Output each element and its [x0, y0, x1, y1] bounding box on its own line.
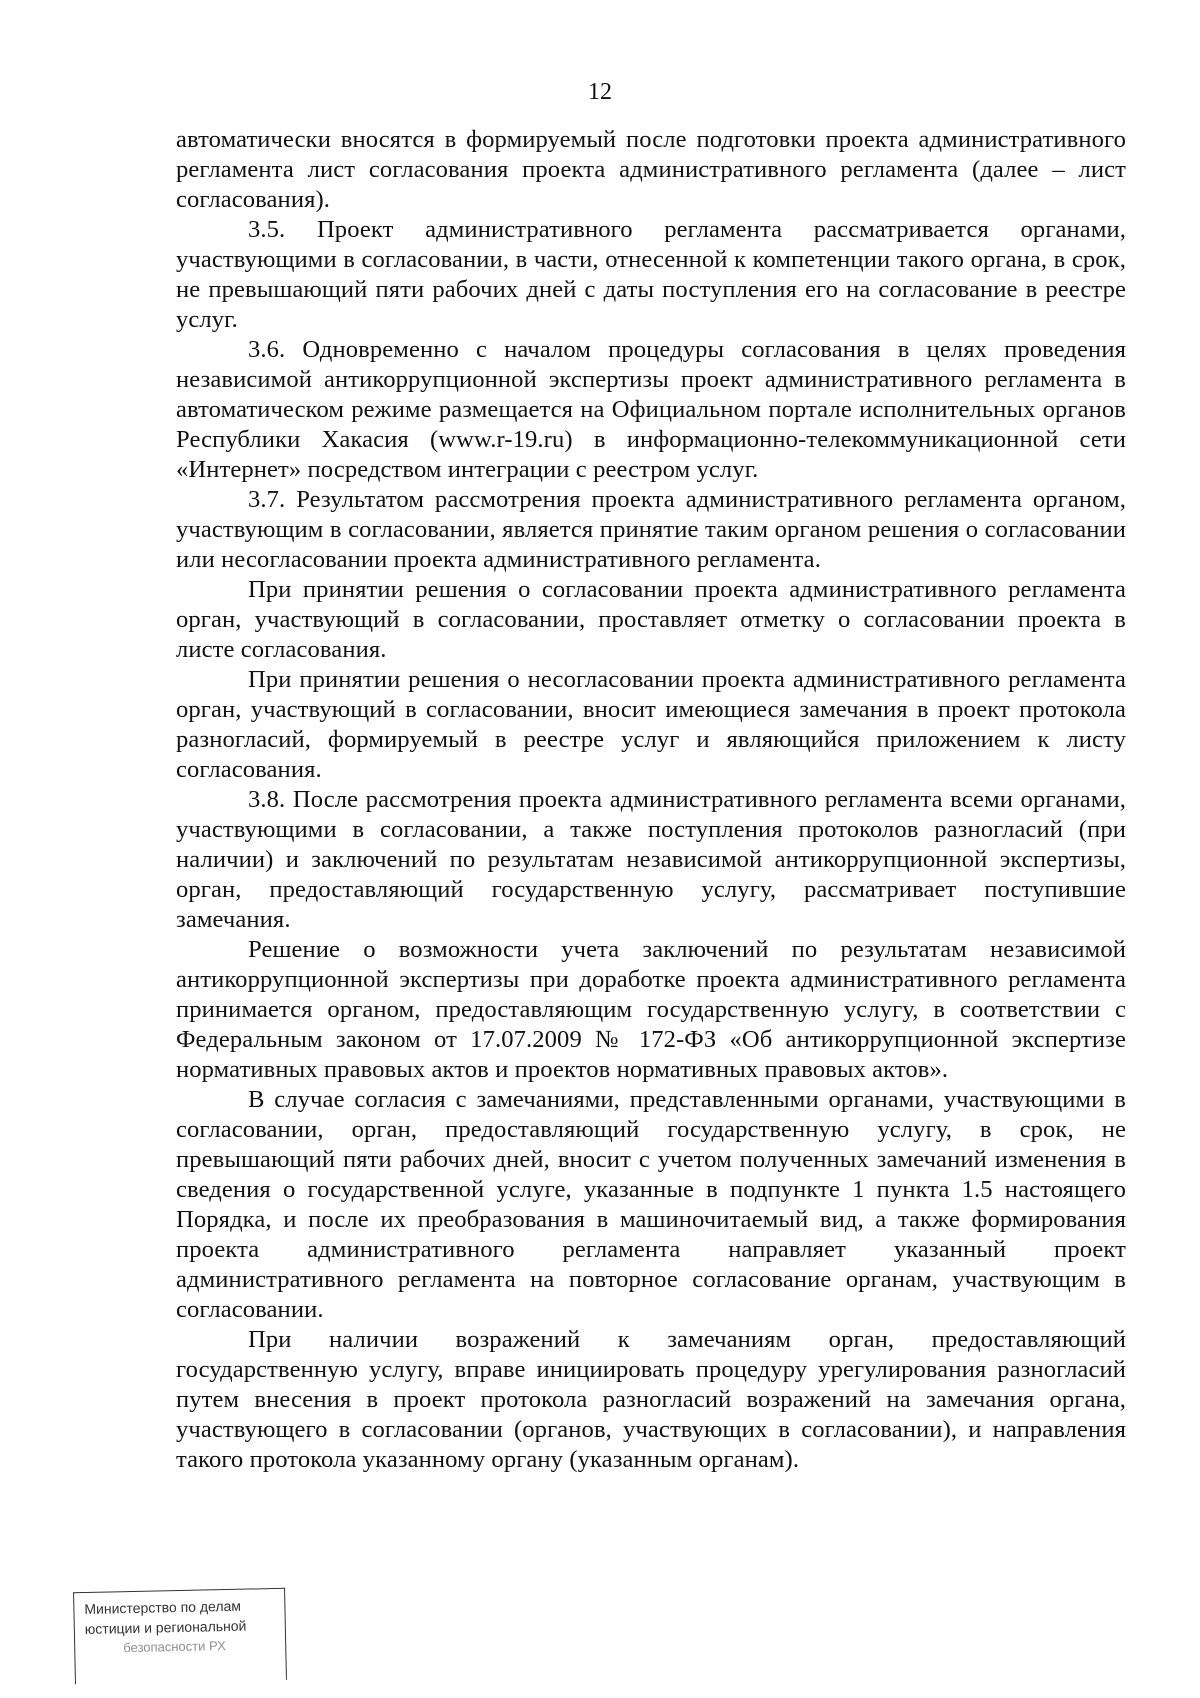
paragraph-objections: При наличии возражений к замечаниям орган, предоставляющий государственную услугу, вправе инициировать процедуру урегулирования разногласий путем внесения в проект протокола разногласий возражений на замечания органа, участвующего в согласовании (органов, участвующих в согласовании), и направления такого протокола указанному органу (указанным органам). — [176, 1326, 1126, 1473]
document-body — [176, 125, 1126, 1475]
paragraph-3-6: 3.6. Одновременно с началом процедуры согласования в целях проведения независимой антикоррупционной экспертизы проект административного регламента в автоматическом режиме размещается на Официальном портале исполнительных органов Республики Хакасия (www.r-19.ru) в информационно-телекоммуникационной сети «Интернет» посредством интеграции с реестром услуг. — [176, 336, 1126, 483]
paragraph-continuation: автоматически вносятся в формируемый после подготовки проекта административного регламента лист согласования проекта административного регламента (далее – лист согласования). — [176, 126, 1126, 213]
paragraph-agreement: В случае согласия с замечаниями, представленными органами, участвующими в согласовании, орган, предоставляющий государственную услугу, в срок, не превышающий пяти рабочих дней, вносит с учетом полученных замечаний изменения в сведения о государственной услуге, указанные в подпункте 1 пункта 1.5 настоящего Порядка, и после их преобразования в машиночитаемый вид, а также формирования проекта административного регламента направляет указанный проект административного регламента на повторное согласование органам, участвующим в согласовании. — [176, 1086, 1126, 1323]
paragraph-decision: Решение о возможности учета заключений по результатам независимой антикоррупционной экспертизы при доработке проекта административного регламента принимается органом, предоставляющим государственную услугу, в соответствии с Федеральным законом от 17.07.2009 № 172-ФЗ «Об антикоррупционной экспертизе нормативных правовых актов и проектов нормативных правовых актов». — [176, 936, 1126, 1083]
stamp-line: безопасности РХ — [123, 1638, 226, 1656]
paragraph-approval: При принятии решения о согласовании проекта административного регламента орган, участвующий в согласовании, проставляет отметку о согласовании проекта в листе согласования. — [176, 576, 1126, 663]
stamp-line: Министерство по делам — [84, 1597, 242, 1617]
paragraph-3-8: 3.8. После рассмотрения проекта административного регламента всеми органами, участвующими в согласовании, а также поступления протоколов разногласий (при наличии) и заключений по результатам независимой антикоррупционной экспертизы, орган, предоставляющий государственную услугу, рассматривает поступившие замечания. — [176, 786, 1126, 933]
paragraph-3-5: 3.5. Проект административного регламента рассматривается органами, участвующими в согласовании, в части, отнесенной к компетенции такого органа, в срок, не превышающий пяти рабочих дней с даты поступления его на согласование в реестре услуг. — [176, 216, 1126, 333]
stamp-line: юстиции и региональной — [84, 1617, 247, 1637]
paragraph-disapproval: При принятии решения о несогласовании проекта административного регламента орган, участвующий в согласовании, вносит имеющиеся замечания в проект протокола разногласий, формируемый в реестре услуг и являющийся приложением к листу согласования. — [176, 666, 1126, 783]
paragraph-3-7: 3.7. Результатом рассмотрения проекта административного регламента органом, участвующим в согласовании, является принятие таким органом решения о согласовании или несогласовании проекта административного регламента. — [176, 486, 1126, 573]
ministry-stamp — [73, 1588, 287, 1684]
page-number: 12 — [588, 79, 612, 105]
